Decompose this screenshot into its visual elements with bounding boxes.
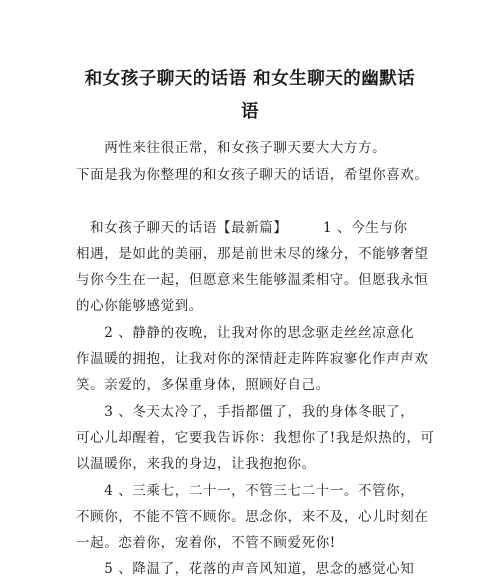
text-line: 下面是我为你整理的和女孩子聊天的话语，希望你喜欢。 <box>76 167 429 183</box>
text-line: 5 、降温了，花落的声音风知道，思念的感觉心知 <box>76 561 415 577</box>
text-line: 笑。亲爱的，多保重身体，照顾好自己。 <box>76 377 330 393</box>
text-line: 2 、静静的夜晚，让我对你的思念驱走丝丝凉意化 <box>76 325 415 341</box>
text-line: 3 、冬天太冷了，手指都僵了，我的身体冬眠了， <box>76 404 415 420</box>
text-line: 的心你能够感觉到。 <box>76 298 203 314</box>
text-line: 可心儿却醒着，它要我告诉你：我想你了!我是炽热的，可 <box>76 430 435 446</box>
text-line: 两性来往很正常，和女孩子聊天要大大方方。 <box>76 140 387 156</box>
document-title-line-2: 语 <box>241 102 259 122</box>
text-line: 以温暖你，来我的身边，让我抱抱你。 <box>76 456 316 472</box>
text-line: 不顾你，不能不管不顾你。思念你，来不及，心儿时刻在 <box>76 509 429 525</box>
text-line: 相遇，是如此的美丽，那是前世未尽的缘分，不能够奢望 <box>76 246 429 262</box>
document-title-line-1: 和女孩子聊天的话语 和女生聊天的幽默话 <box>84 69 416 89</box>
text-line: 作温暖的拥抱，让我对你的深情赶走阵阵寂寥化作声声欢 <box>76 351 429 367</box>
text-line: 一起。恋着你，宠着你，不管不顾爱死你! <box>76 535 336 551</box>
text-line: 4 、三乘七，二十一，不管三七二十一。不管你， <box>76 483 415 499</box>
text-line: 与你今生在一起，但愿意来生能够温柔相守。但愿我永恒 <box>76 272 429 288</box>
text-line: 和女孩子聊天的话语【最新篇】 1 、今生与你 <box>76 220 408 236</box>
